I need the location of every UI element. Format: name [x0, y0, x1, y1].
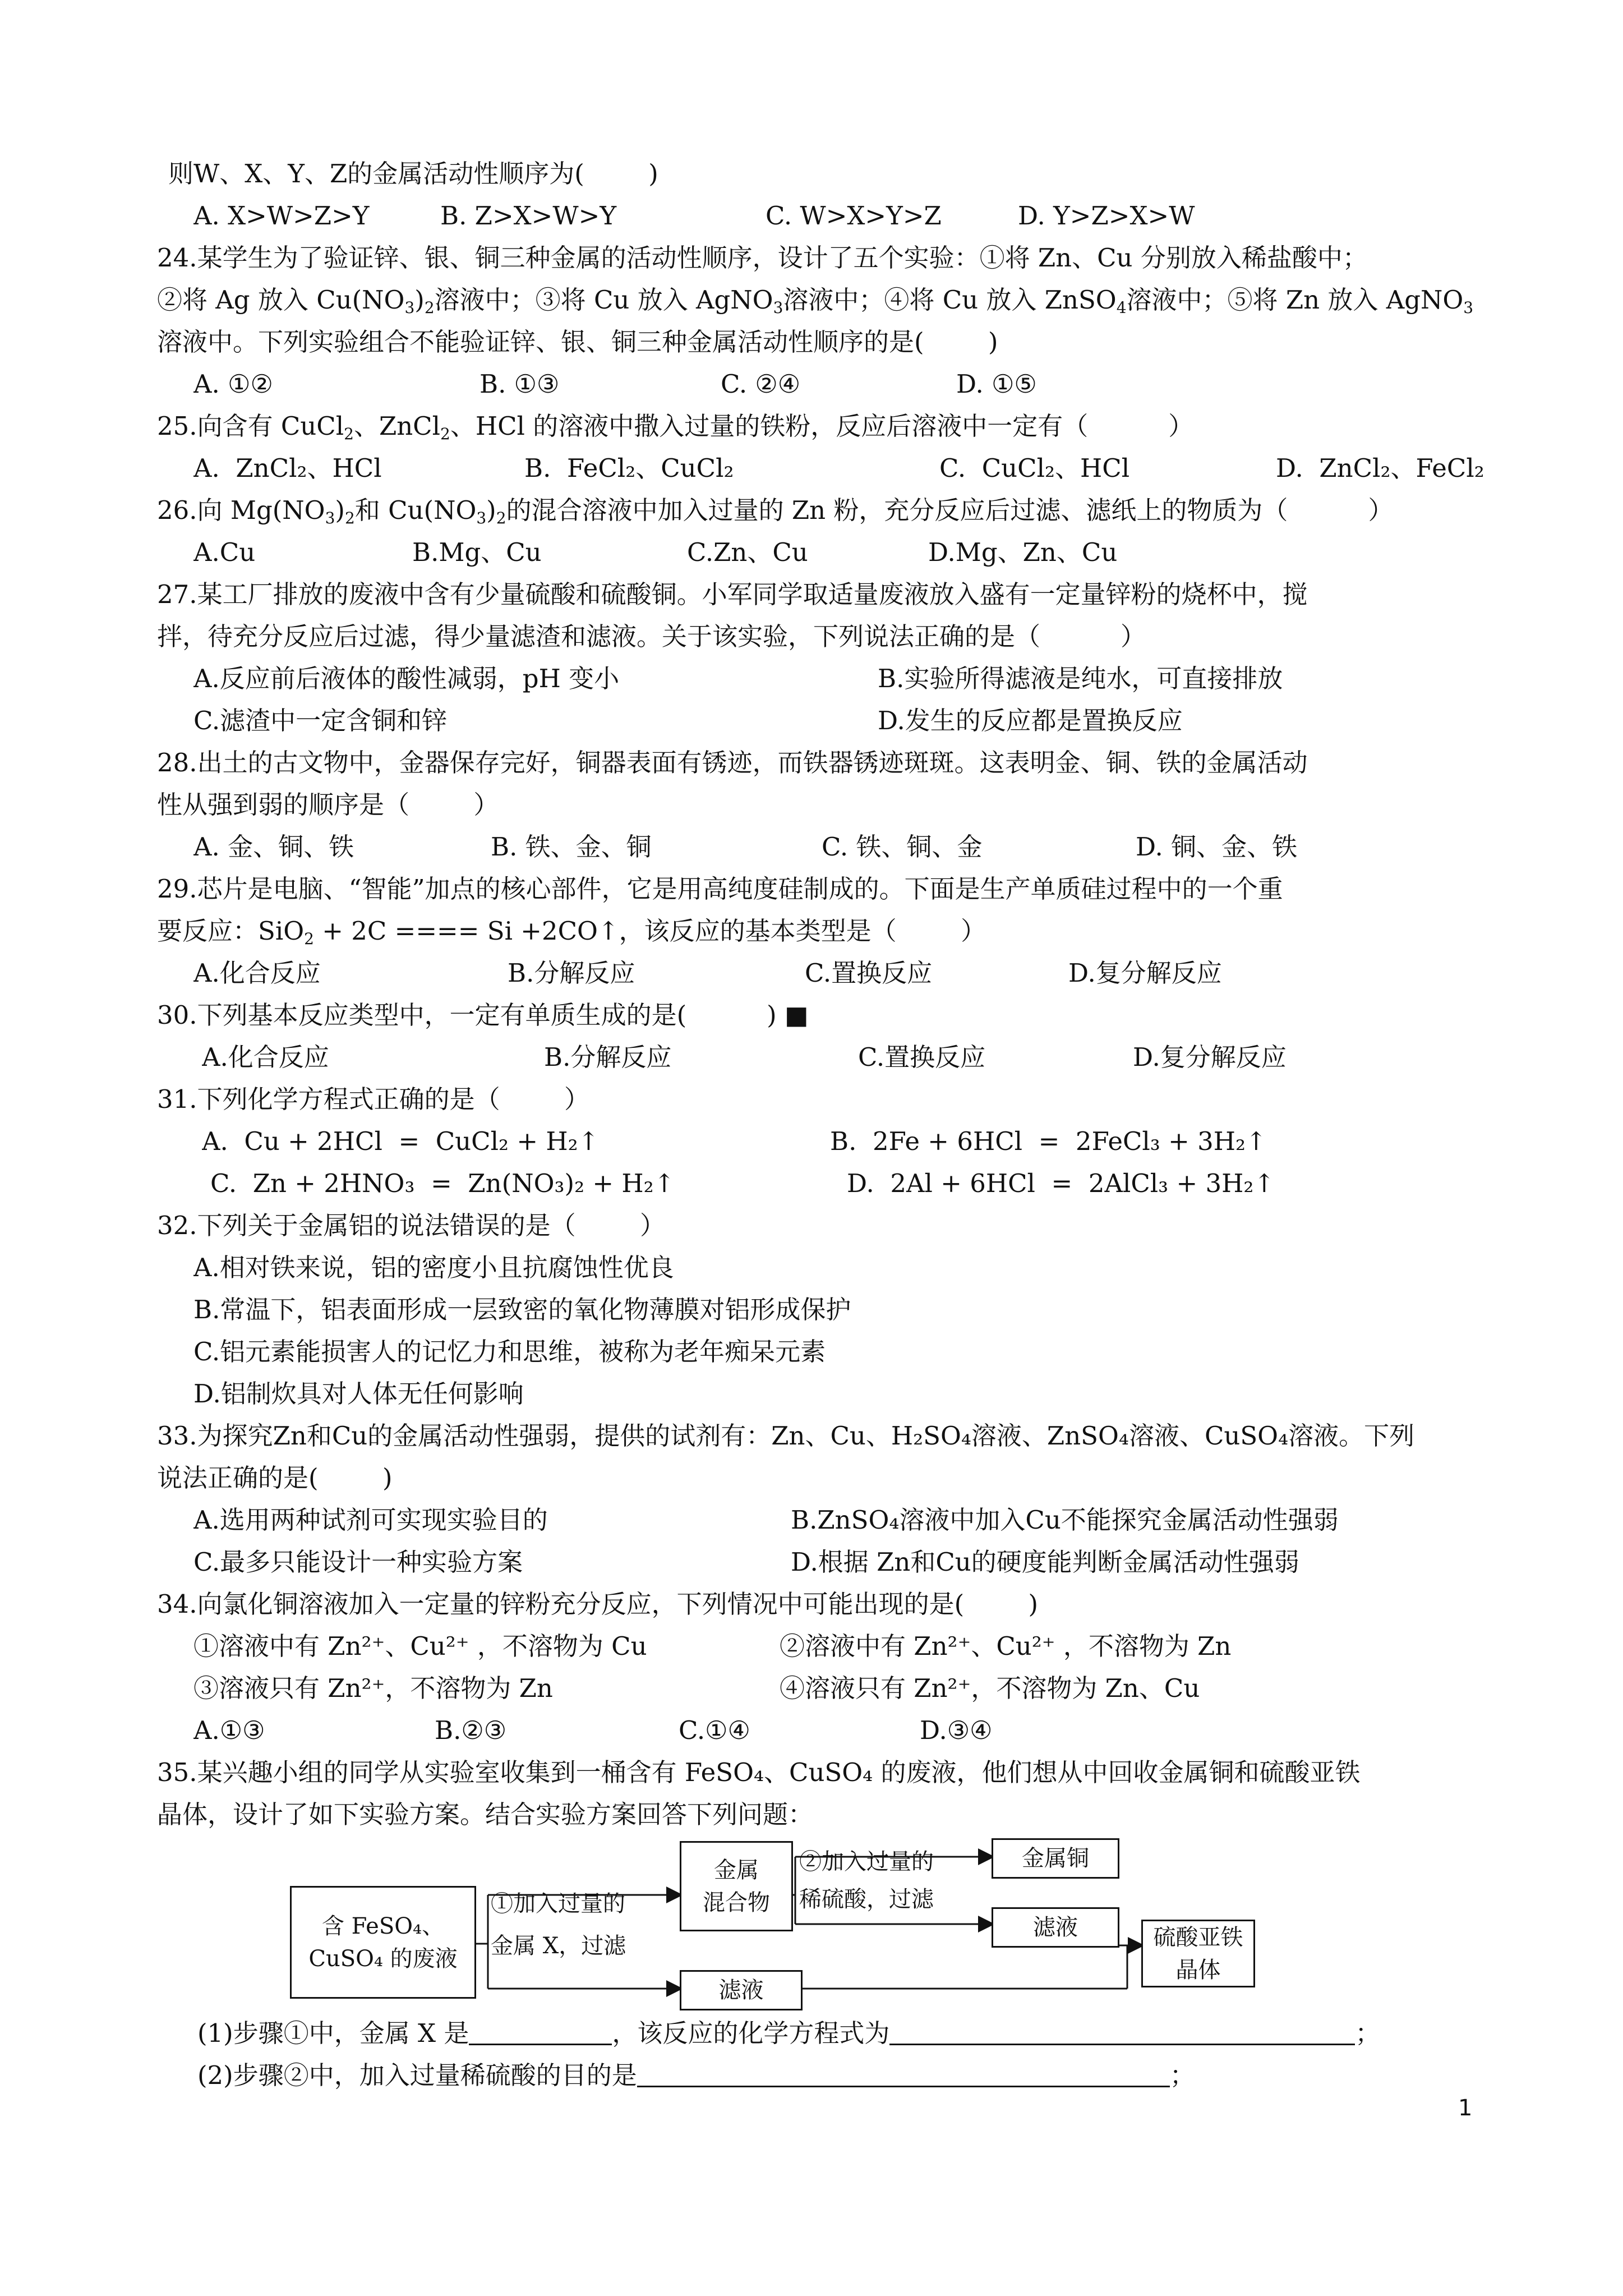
q27-line-2: 拌，待充分反应后过滤，得少量滤渣和滤液。关于该实验，下列说法正确的是（ ） [157, 622, 1146, 651]
q33-option-a: A.选用两种试剂可实现实验目的 [193, 1505, 548, 1535]
q31-option-a: A. Cu + 2HCl = CuCl₂ + H₂↑ [202, 1126, 600, 1156]
flow-filtrate-box-a [992, 1907, 1119, 1948]
q35-subquestion-1: (1)步骤①中，金属 X 是 ，该反应的化学方程式为 ； [197, 2018, 1381, 2048]
q24-option-c: C. ②④ [721, 369, 801, 399]
q32-option-d: D.铝制炊具对人体无任何影响 [193, 1379, 524, 1409]
flow-mix-line-1: 金属 [714, 1857, 759, 1883]
q31-stem: 31.下列化学方程式正确的是（ ） [157, 1084, 589, 1114]
q29-option-b: B.分解反应 [508, 958, 635, 988]
q31-option-b: B. 2Fe + 6HCl = 2FeCl₃ + 3H₂↑ [830, 1126, 1267, 1156]
q31-option-d: D. 2Al + 6HCl = 2AlCl₃ + 3H₂↑ [847, 1168, 1275, 1198]
q34-option-d: D.③④ [920, 1715, 993, 1745]
q30-stem: 30.下列基本反应类型中，一定有单质生成的是( ) ■ [157, 1000, 809, 1030]
q23-option-c: C. W>X>Y>Z [766, 201, 942, 231]
q25-option-d: D. ZnCl₂、FeCl₂ [1276, 453, 1484, 483]
q25-option-c: C. CuCl₂、HCl [939, 453, 1130, 483]
q24-line-3: 溶液中。下列实验组合不能验证锌、银、铜三种金属活动性顺序的是( ) [157, 327, 998, 357]
q24-line-1: 24.某学生为了验证锌、银、铜三种金属的活动性顺序，设计了五个实验：①将 Zn、Cu 分别放入稀盐酸中； [157, 243, 1368, 273]
q30-option-b: B.分解反应 [544, 1042, 672, 1072]
flow-copper-label: 金属铜 [1022, 1846, 1089, 1871]
q30-option-d: D.复分解反应 [1133, 1042, 1287, 1072]
q34-option-c: C.①④ [679, 1715, 750, 1745]
q27-option-b: B.实验所得滤液是纯水，可直接排放 [878, 664, 1283, 693]
flow-mix-box [680, 1841, 793, 1931]
q35-line-2: 晶体，设计了如下实验方案。结合实验方案回答下列问题： [157, 1800, 814, 1829]
q29-option-d: D.复分解反应 [1068, 958, 1222, 988]
q35-line-1: 35.某兴趣小组的同学从实验室收集到一桶含有 FeSO₄、CuSO₄ 的废液，他们想从中回收金属铜和硫酸亚铁 [157, 1757, 1361, 1787]
flow-start-line-1: 含 FeSO₄、 [321, 1913, 445, 1939]
q29-line-1: 29.芯片是电脑、“智能”加点的核心部件，它是用高纯度硅制成的。下面是生产单质硅过程中的一个重 [157, 874, 1283, 904]
q33-option-d: D.根据 Zn和Cu的硬度能判断金属活动性强弱 [791, 1547, 1299, 1577]
q35-subquestion-2: (2)步骤②中，加入过量稀硫酸的目的是 ； [197, 2060, 1195, 2090]
q34-option-b: B.②③ [435, 1715, 507, 1745]
q34-statement-1: ①溶液中有 Zn²⁺、Cu²⁺ ，不溶物为 Cu [193, 1631, 647, 1661]
q32-option-a: A.相对铁来说，铝的密度小且抗腐蚀性优良 [193, 1253, 674, 1282]
q30-option-c: C.置换反应 [858, 1042, 986, 1072]
answer-blank-equation[interactable] [889, 2018, 1355, 2045]
q33-line-1: 33.为探究Zn和Cu的金属活动性强弱，提供的试剂有：Zn、Cu、H₂SO₄溶液、ZnSO₄溶液、CuSO₄溶液。下列 [157, 1421, 1415, 1451]
q23-option-a: A. X>W>Z>Y [193, 201, 370, 231]
q34-option-a: A.①③ [193, 1715, 265, 1745]
flow-copper-box [992, 1838, 1119, 1879]
flow-start-line-2: CuSO₄ 的废液 [308, 1945, 458, 1972]
q31-option-c: C. Zn + 2HNO₃ = Zn(NO₃)₂ + H₂↑ [210, 1168, 675, 1198]
q24-option-a: A. ①② [193, 369, 273, 399]
q27-line-1: 27.某工厂排放的废液中含有少量硫酸和硫酸铜。小军同学取适量废液放入盛有一定量锌粉的烧杯中，搅 [157, 579, 1308, 609]
q24-option-b: B. ①③ [479, 369, 560, 399]
q33-option-b: B.ZnSO₄溶液中加入Cu不能探究金属活动性强弱 [791, 1505, 1339, 1535]
q32-option-c: C.铝元素能损害人的记忆力和思维，被称为老年痴呆元素 [193, 1337, 826, 1366]
q28-option-a: A. 金、铜、铁 [193, 832, 354, 862]
flow-step2-label-1: ②加入过量的 [799, 1849, 934, 1875]
q26-stem: 26.向 $Mg(NO_3)_2$和 $Cu(NO_3)_2$的混合溶液中加入过量的 Zn 粉，充分反应后过滤、滤纸上的物质为（ ） [157, 495, 1394, 527]
q27-option-a: A.反应前后液体的酸性减弱，pH 变小 [193, 664, 620, 693]
q33-option-c: C.最多只能设计一种实验方案 [193, 1547, 523, 1577]
q24-option-d: D. ①⑤ [956, 369, 1037, 399]
q23-option-d: D. Y>Z>X>W [1018, 201, 1195, 231]
q28-option-d: D. 铜、金、铁 [1136, 832, 1298, 862]
q26-option-d: D.Mg、Zn、Cu [928, 537, 1118, 567]
q28-option-c: C. 铁、铜、金 [822, 832, 983, 862]
flow-product-line-2: 晶体 [1175, 1957, 1221, 1983]
answer-blank-purpose[interactable] [637, 2060, 1170, 2087]
q25-stem: 25.向含有 CuCl$_2$、ZnCl$_2$、HCl 的溶液中撒入过量的铁粉，反应后溶液中一定有（ ） [157, 411, 1194, 443]
answer-blank-metal-x[interactable] [469, 2018, 612, 2045]
q28-line-2: 性从强到弱的顺序是（ ） [157, 790, 499, 820]
q25-option-a: A. ZnCl₂、HCl [193, 453, 382, 483]
page-number: 1 [1458, 2095, 1473, 2121]
q23-tail: 则W、X、Y、Z的金属活动性顺序为( ) [168, 159, 658, 188]
flow-step2-label-2: 稀硫酸，过滤 [799, 1887, 934, 1912]
q29-line-2: 要反应：SiO$_2$ + 2C ==== Si +2CO↑，该反应的基本类型是（ ） [157, 916, 986, 948]
q34-stem: 34.向氯化铜溶液加入一定量的锌粉充分反应，下列情况中可能出现的是( ) [157, 1589, 1039, 1619]
q28-line-1: 28.出土的古文物中，金器保存完好，铜器表面有锈迹，而铁器锈迹斑斑。这表明金、铜、铁的金属活动 [157, 748, 1308, 777]
q29-option-c: C.置换反应 [805, 958, 933, 988]
q32-stem: 32.下列关于金属铝的说法错误的是（ ） [157, 1211, 665, 1240]
flow-step1-label-1: ①加入过量的 [491, 1891, 625, 1917]
flow-filtrate-box-b [680, 1970, 803, 2010]
q27-option-c: C.滤渣中一定含铜和锌 [193, 706, 448, 735]
q29-option-a: A.化合反应 [193, 958, 321, 988]
flow-filtrate-b-label: 滤液 [718, 1977, 764, 2003]
flow-filtrate-a-label: 滤液 [1033, 1915, 1078, 1940]
q23-option-b: B. Z>X>W>Y [440, 201, 617, 231]
q34-statement-2: ②溶液中有 Zn²⁺、Cu²⁺ ，不溶物为 Zn [780, 1631, 1232, 1661]
q27-option-d: D.发生的反应都是置换反应 [878, 706, 1183, 735]
q26-option-a: A.Cu [193, 537, 256, 567]
q30-option-a: A.化合反应 [202, 1042, 329, 1072]
q25-option-b: B. FeCl₂、CuCl₂ [524, 453, 734, 483]
q32-option-b: B.常温下，铝表面形成一层致密的氧化物薄膜对铝形成保护 [193, 1295, 851, 1324]
q24-line-2: ②将 Ag 放入 $Cu(NO_3)_2$溶液中；③将 Cu 放入 AgNO$_3$溶液中；④将 Cu 放入 ZnSO$_4$溶液中；⑤将 Zn 放入 AgNO$_3$ [157, 285, 1474, 317]
q33-line-2: 说法正确的是( ) [157, 1463, 393, 1493]
q34-statement-4: ④溶液只有 Zn²⁺，不溶物为 Zn、Cu [780, 1673, 1200, 1703]
q26-option-b: B.Mg、Cu [412, 537, 542, 567]
flow-step1-label-2: 金属 X，过滤 [491, 1933, 626, 1959]
q34-statement-3: ③溶液只有 Zn²⁺，不溶物为 Zn [193, 1673, 553, 1703]
flow-product-box [1141, 1920, 1255, 1987]
q28-option-b: B. 铁、金、铜 [491, 832, 652, 862]
flow-mix-line-2: 混合物 [703, 1889, 770, 1916]
flow-product-line-1: 硫酸亚铁 [1153, 1924, 1243, 1950]
flow-start-box [290, 1886, 476, 1999]
q26-option-c: C.Zn、Cu [687, 537, 808, 567]
